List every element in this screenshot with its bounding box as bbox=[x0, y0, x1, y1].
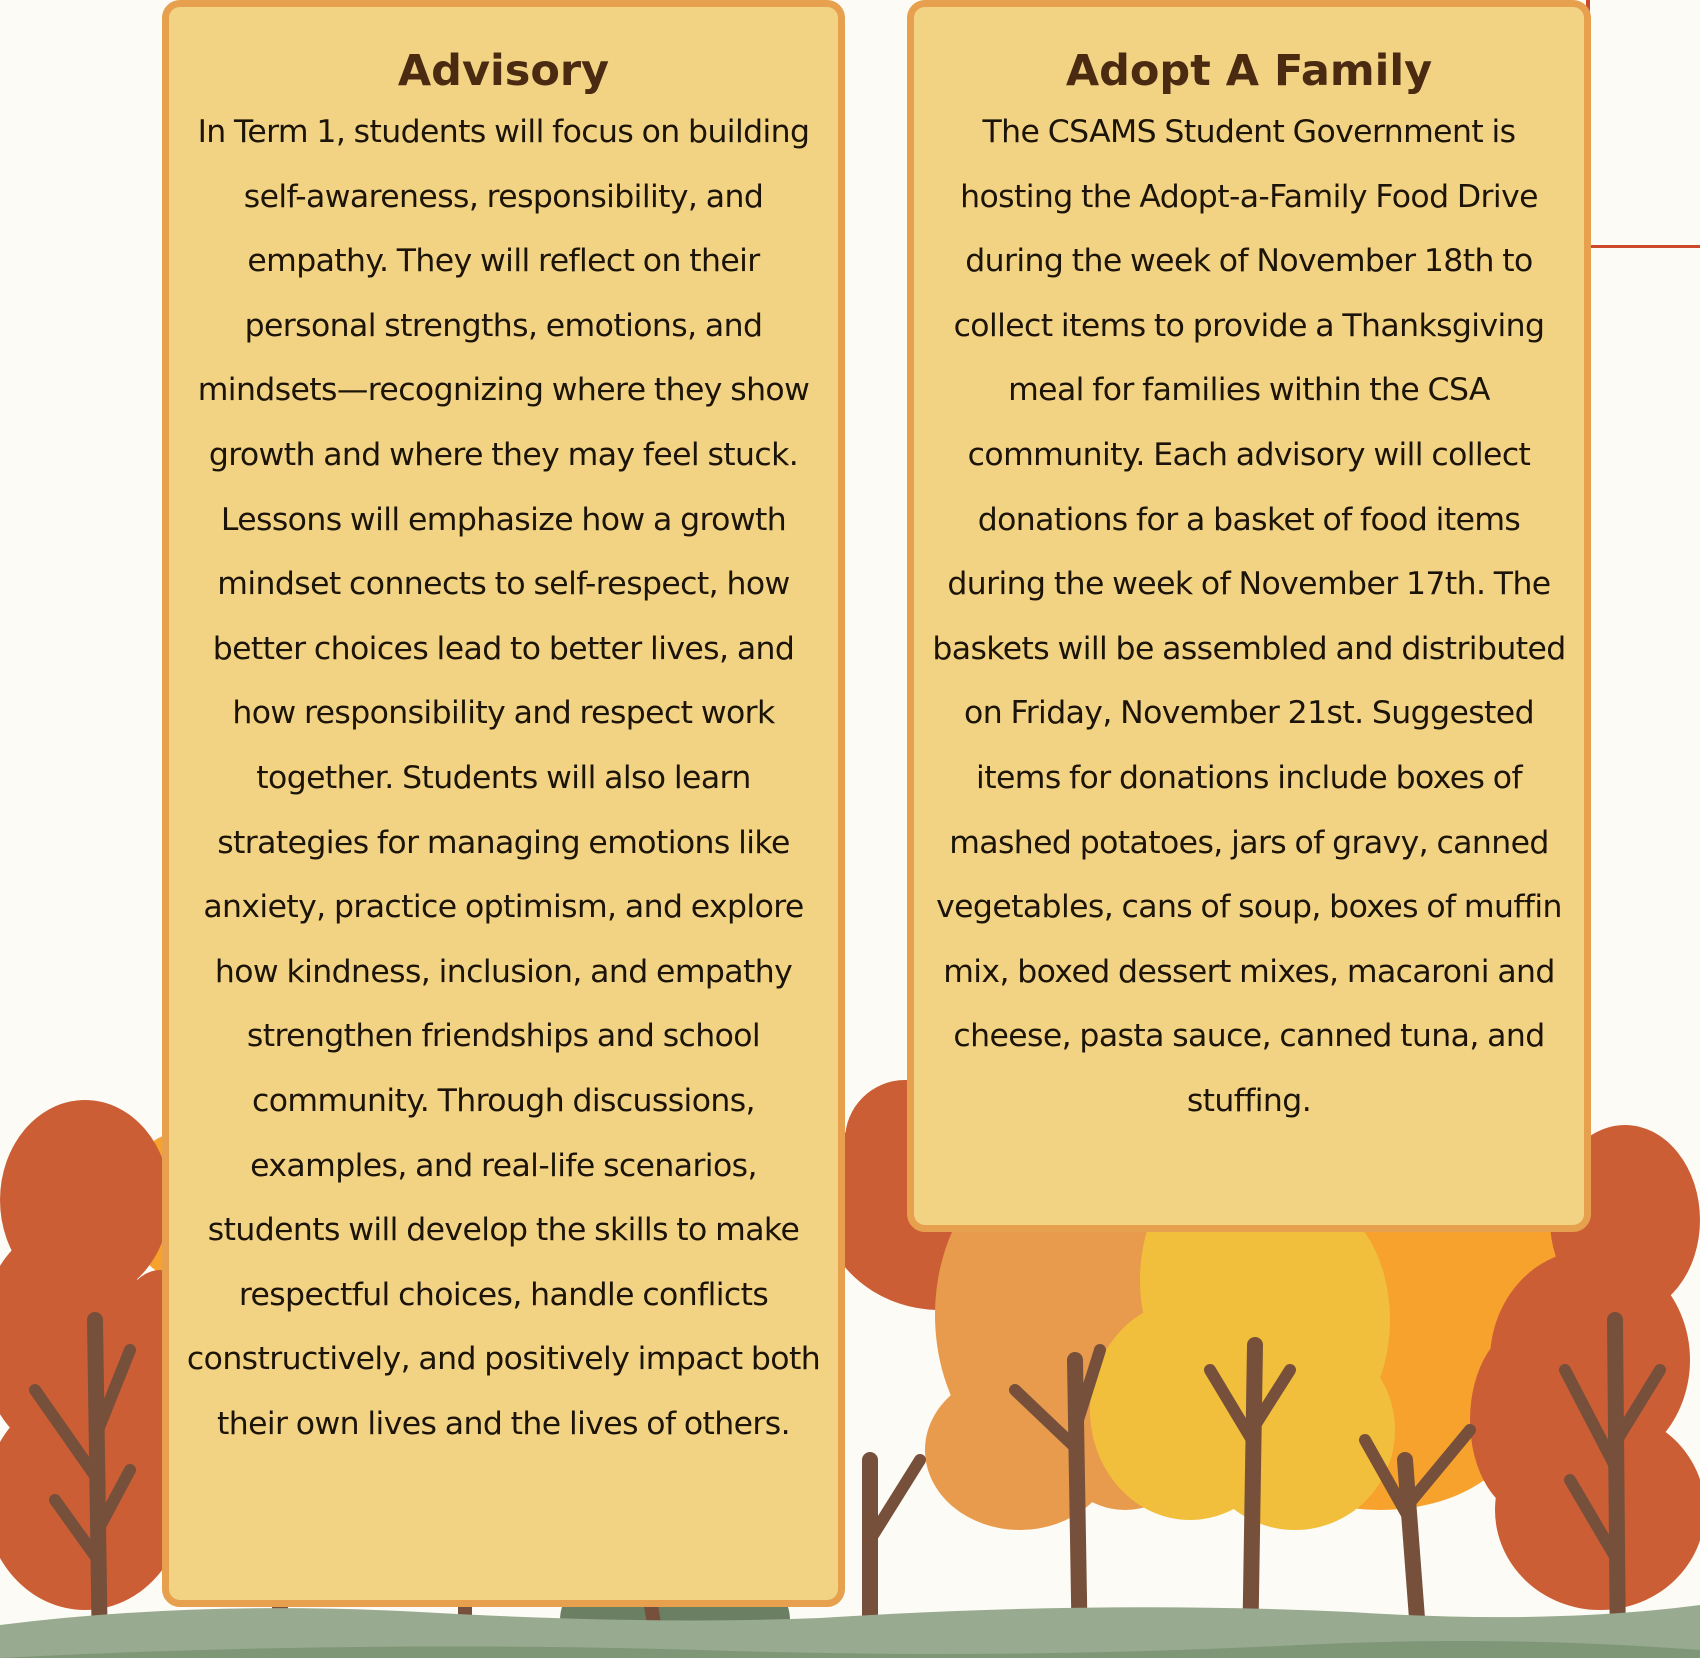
ground-hills bbox=[0, 1605, 1700, 1658]
white-corner-cutout bbox=[1590, 0, 1700, 245]
adopt-a-family-body: The CSAMS Student Government is hosting the Adopt-a-Family Food Drive during the week of November 18th to collect items to provide a Thanksgiving meal for families within the CSA community. Each advisory will collect donations for a basket of food items during the week of November 17th. The baskets will be assembled and distributed on Friday, November 21st. Suggested items for donations include boxes of mashed potatoes, jars of gravy, canned vegetables, cans of soup, boxes of muffin mix, boxed dessert mixes, macaroni and cheese, pasta sauce, canned tuna, and stuffing. bbox=[932, 114, 1566, 1119]
adopt-a-family-card bbox=[907, 0, 1591, 1232]
advisory-body: In Term 1, students will focus on building self-awareness, responsibility, and empathy. They will reflect on their personal strengths, emotions, and mindsets—recognizing where they show growth and where they may feel stuck. Lessons will emphasize how a growth mindset connects to self-respect, how better choices lead to better lives, and how responsibility and respect work together. Students will also learn strategies for managing emotions like anxiety, practice optimism, and explore how kindness, inclusion, and empathy strengthen friendships and school community. Through discussions, examples, and real-life scenarios, students will develop the skills to make respectful choices, handle conflicts constructively, and positively impact both their own lives and the lives of others. bbox=[186, 114, 821, 1442]
advisory-title: Advisory bbox=[397, 46, 610, 96]
adopt-a-family-title: Adopt A Family bbox=[1065, 46, 1433, 96]
advisory-card bbox=[162, 0, 845, 1607]
